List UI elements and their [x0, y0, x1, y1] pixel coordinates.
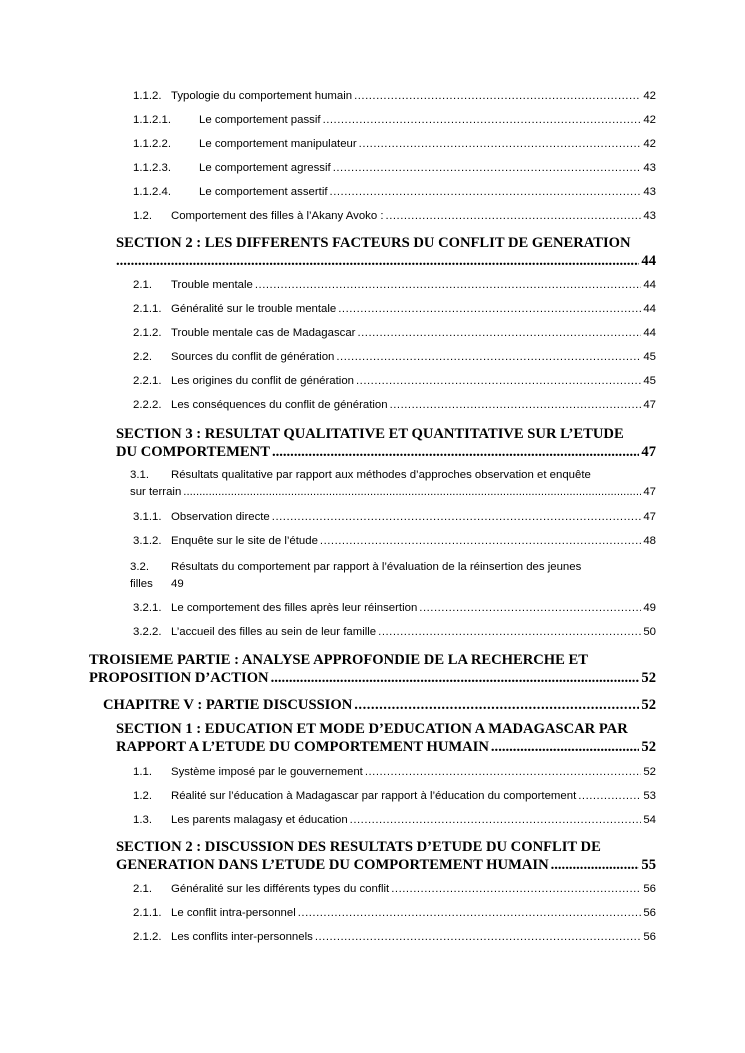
toc-entry[interactable]: [133, 814, 656, 826]
toc-entry-title: Système imposé par le gouvernement: [171, 766, 363, 778]
toc-entry-page: 42: [643, 114, 656, 126]
toc-entry[interactable]: [130, 467, 656, 501]
toc-entry-title: Généralité sur les différents types du conflit: [171, 883, 390, 895]
dot-leader: [354, 699, 639, 714]
dot-leader: [365, 767, 641, 778]
toc-entry-number: 2.1.2.: [133, 327, 162, 339]
toc-entry-number: 3.2.: [130, 561, 149, 573]
toc-entry[interactable]: [133, 90, 656, 102]
toc-entry[interactable]: [133, 114, 656, 126]
toc-entry-number: 1.2.: [133, 210, 152, 222]
toc-entry-number: 3.2.1.: [133, 602, 162, 614]
toc-entry[interactable]: [133, 375, 656, 387]
toc-entry-title-cont: filles: [130, 578, 153, 590]
toc-section-heading[interactable]: [116, 425, 656, 461]
dot-leader: [330, 187, 642, 198]
toc-entry-number: 2.2.2.: [133, 399, 162, 411]
toc-entry-number: 1.1.: [133, 766, 152, 778]
toc-entry[interactable]: [133, 210, 656, 222]
dot-leader: [272, 512, 642, 523]
toc-entry-number: 2.1.: [133, 279, 152, 291]
dot-leader: [419, 603, 641, 614]
toc-entry[interactable]: [133, 162, 656, 174]
toc-entry-title: Les origines du conflit de génération: [171, 375, 355, 387]
part-title: TROISIEME PARTIE : ANALYSE APPROFONDIE DE LA RECHERCHE ET: [89, 652, 589, 668]
toc-chapter-heading[interactable]: [103, 697, 656, 714]
toc-entry[interactable]: [133, 511, 656, 523]
toc-part-heading[interactable]: [89, 651, 656, 687]
toc-entry-number: 3.2.2.: [133, 626, 162, 638]
toc-entry[interactable]: [133, 399, 656, 411]
toc-entry[interactable]: [133, 535, 656, 547]
toc-entry-page: 49: [171, 578, 184, 590]
toc-entry-number: 2.1.: [133, 883, 152, 895]
toc-entry-page: 55: [641, 857, 656, 873]
toc-entry-page: 44: [643, 327, 656, 339]
toc-entry-title-cont: sur terrain: [130, 486, 182, 498]
part-title-cont: PROPOSITION D’ACTION: [89, 670, 269, 686]
toc-entry-number: 3.1.1.: [133, 511, 162, 523]
toc-entry-title: Généralité sur le trouble mentale: [171, 303, 337, 315]
toc-entry-page: 43: [643, 186, 656, 198]
section-title-cont: RAPPORT A L’ETUDE DU COMPORTEMENT HUMAIN: [116, 739, 489, 755]
toc-entry-page: 52: [641, 697, 656, 713]
toc-entry-page: 42: [643, 90, 656, 102]
toc-entry-title: Les parents malagasy et éducation: [171, 814, 348, 826]
toc-section-heading[interactable]: [116, 720, 656, 756]
section-title-cont: GENERATION DANS L’ETUDE DU COMPORTEMENT HUMAIN: [116, 857, 549, 873]
toc-entry[interactable]: [133, 138, 656, 150]
toc-entry-page: 47: [641, 444, 656, 460]
toc-entry-page: 44: [641, 253, 656, 269]
dot-leader: [491, 741, 640, 756]
toc-entry-page: 50: [643, 626, 656, 638]
toc-entry-page: 49: [643, 602, 656, 614]
toc-entry-title: Le comportement agressif: [199, 162, 331, 174]
toc-section-heading[interactable]: [116, 838, 656, 874]
toc-entry-page: 44: [643, 279, 656, 291]
toc-entry-title: Comportement des filles à l’Akany Avoko :: [171, 210, 384, 222]
toc-entry-number: 2.1.1.: [133, 303, 162, 315]
toc-entry-page: 44: [643, 303, 656, 315]
toc-entry-page: 56: [643, 907, 656, 919]
toc-entry-page: 52: [641, 739, 656, 755]
toc-entry-number: 2.2.: [133, 351, 152, 363]
chapter-title: CHAPITRE V : PARTIE DISCUSSION: [103, 697, 353, 713]
toc-entry-title: L’accueil des filles au sein de leur famille: [171, 626, 377, 638]
toc-entry-title: Réalité sur l’éducation à Madagascar par rapport à l’éducation du comportement: [171, 790, 577, 802]
dot-leader: [386, 211, 642, 222]
dot-leader: [338, 304, 641, 315]
toc-entry-number: 1.1.2.: [133, 90, 162, 102]
toc-entry-title: Le comportement manipulateur: [199, 138, 357, 150]
toc-entry-page: 47: [643, 486, 656, 498]
toc-entry-page: 43: [643, 162, 656, 174]
toc-entry-title: Résultats du comportement par rapport à l’évaluation de la réinsertion des jeunes: [171, 561, 582, 573]
toc-entry-number: 3.1.: [130, 469, 149, 481]
toc-entry[interactable]: [133, 907, 656, 919]
dot-leader: [359, 139, 642, 150]
dot-leader: [390, 400, 642, 411]
toc-entry-page: 42: [643, 138, 656, 150]
toc-entry[interactable]: [133, 327, 656, 339]
dot-leader: [298, 908, 642, 919]
dot-leader: [356, 376, 641, 387]
toc-entry-title: Enquête sur le site de l’étude: [171, 535, 318, 547]
dot-leader: [354, 91, 641, 102]
dot-leader: [551, 859, 640, 874]
section-title: SECTION 2 : DISCUSSION DES RESULTATS D’ETUDE DU CONFLIT DE: [116, 839, 601, 855]
toc-entry-title: Les conflits inter-personnels: [171, 931, 313, 943]
toc-entry[interactable]: [133, 351, 656, 363]
toc-entry-page: 52: [641, 670, 656, 686]
toc-entry-title: Trouble mentale cas de Madagascar: [171, 327, 356, 339]
toc-entry[interactable]: [130, 559, 656, 593]
toc-entry-number: 1.2.: [133, 790, 152, 802]
toc-section-heading[interactable]: [116, 234, 656, 270]
dot-leader: [336, 352, 641, 363]
toc-entry[interactable]: [133, 766, 656, 778]
toc-entry-page: 54: [643, 814, 656, 826]
toc-entry-page: 47: [643, 511, 656, 523]
toc-entry[interactable]: [133, 931, 656, 943]
toc-entry-page: 48: [643, 535, 656, 547]
section-title: SECTION 2 : LES DIFFERENTS FACTEURS DU CONFLIT DE GENERATION: [116, 235, 631, 251]
toc-entry[interactable]: [133, 602, 656, 614]
dot-leader: [255, 280, 641, 291]
toc-entry[interactable]: [133, 279, 656, 291]
toc-entry-title: Le comportement des filles après leur réinsertion: [171, 602, 418, 614]
dot-leader: [272, 446, 639, 461]
toc-entry-number: 1.1.2.1.: [133, 114, 171, 126]
toc-entry-number: 3.1.2.: [133, 535, 162, 547]
toc-entry-number: 2.2.1.: [133, 375, 162, 387]
toc-entry-title: Le comportement assertif: [199, 186, 328, 198]
toc-entry-page: 47: [643, 399, 656, 411]
toc-entry-title: Typologie du comportement humain: [171, 90, 353, 102]
section-title: SECTION 3 : RESULTAT QUALITATIVE ET QUANTITATIVE SUR L’ETUDE: [116, 426, 624, 442]
toc-entry-page: 45: [643, 375, 656, 387]
toc-entry-number: 1.1.2.4.: [133, 186, 171, 198]
dot-leader: [578, 791, 641, 802]
dot-leader: [378, 627, 641, 638]
toc-entry-title: Le conflit intra-personnel: [171, 907, 296, 919]
toc-entry-title: Résultats qualitative par rapport aux méthodes d’approches observation et enquête: [171, 469, 591, 481]
toc-entry-title: Le comportement passif: [199, 114, 321, 126]
toc-entry-page: 56: [643, 883, 656, 895]
toc-entry-page: 43: [643, 210, 656, 222]
section-title-cont: DU COMPORTEMENT: [116, 444, 270, 460]
dot-leader: [116, 255, 639, 270]
toc-entry[interactable]: [133, 303, 656, 315]
toc-entry-page: 53: [643, 790, 656, 802]
toc-entry-number: 1.1.2.3.: [133, 162, 171, 174]
toc-entry-page: 45: [643, 351, 656, 363]
toc-entry[interactable]: [133, 626, 656, 638]
section-title: SECTION 1 : EDUCATION ET MODE D’EDUCATION A MADAGASCAR PAR: [116, 721, 628, 737]
toc-entry-title: Sources du conflit de génération: [171, 351, 335, 363]
toc-entry[interactable]: [133, 186, 656, 198]
toc-entry-number: 1.3.: [133, 814, 152, 826]
toc-entry-title: Observation directe: [171, 511, 270, 523]
toc-entry-page: 52: [643, 766, 656, 778]
toc-entry[interactable]: [133, 883, 656, 895]
dot-leader: [391, 884, 641, 895]
dot-leader: [271, 672, 640, 687]
toc-entry-page: 56: [643, 931, 656, 943]
toc-entry[interactable]: [133, 790, 656, 802]
dot-leader: [333, 163, 642, 174]
dot-leader: [357, 328, 641, 339]
dot-leader: [323, 115, 642, 126]
dot-leader: [183, 490, 641, 501]
toc-entry-number: 2.1.1.: [133, 907, 162, 919]
toc-entry-number: 1.1.2.2.: [133, 138, 171, 150]
toc-entry-title: Les conséquences du conflit de génération: [171, 399, 388, 411]
toc-entry-number: 2.1.2.: [133, 931, 162, 943]
toc-entry-title: Trouble mentale: [171, 279, 253, 291]
dot-leader: [320, 536, 641, 547]
dot-leader: [315, 932, 642, 943]
dot-leader: [350, 815, 642, 826]
